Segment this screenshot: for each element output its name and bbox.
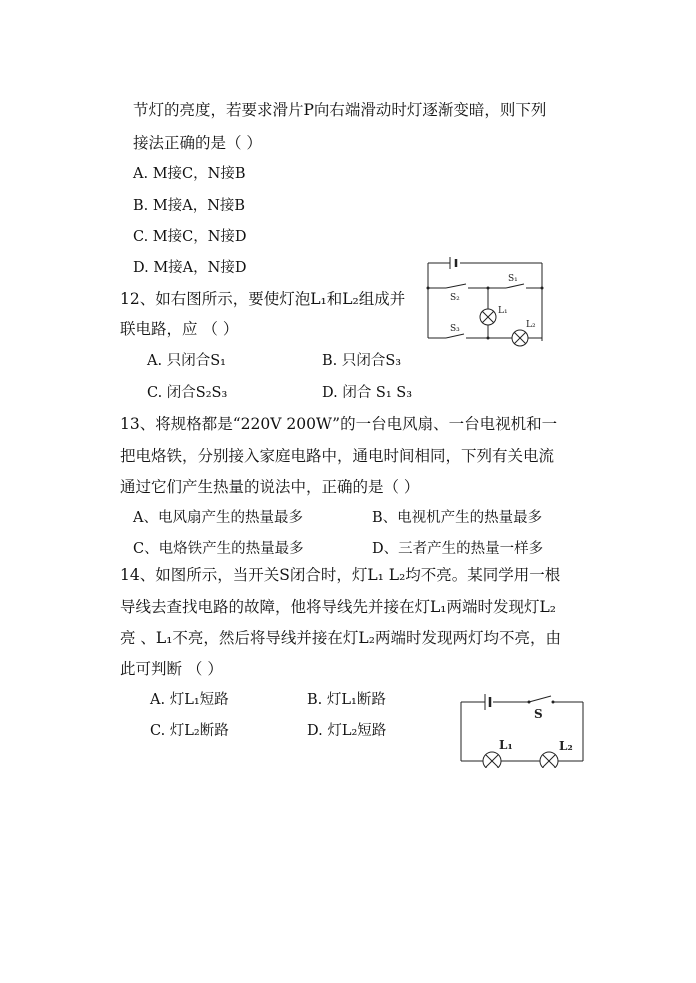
q14-option-a: A. 灯L₁短路 xyxy=(150,692,229,708)
q12-label-s1: S₁ xyxy=(508,274,518,284)
q13-line3: 通过它们产生热量的说法中，正确的是（ ） xyxy=(120,478,420,496)
q11-line1: 节灯的亮度，若要求滑片P向右端滑动时灯逐渐变暗，则下列 xyxy=(133,101,547,119)
q14-option-d: D. 灯L₂短路 xyxy=(307,723,387,739)
q13-option-a: A、电风扇产生的热量最多 xyxy=(133,510,303,526)
q12-circuit-diagram xyxy=(420,255,550,350)
q14-circuit-diagram xyxy=(455,688,590,768)
q12-option-a: A. 只闭合S₁ xyxy=(147,353,226,369)
q12-option-b: B. 只闭合S₃ xyxy=(322,353,402,369)
q13-option-d: D、三者产生的热量一样多 xyxy=(372,541,544,557)
q12-label-s2: S₂ xyxy=(450,293,460,303)
q14-line1: 14、如图所示，当开关S闭合时，灯L₁ L₂均不亮。某同学用一根 xyxy=(120,566,561,584)
q11-option-a: A. M接C，N接B xyxy=(133,166,246,182)
q12-label-l1: L₁ xyxy=(498,306,508,316)
q14-option-b: B. 灯L₁断路 xyxy=(307,692,386,708)
q12-label-l2: L₂ xyxy=(526,320,536,330)
q14-line4: 此可判断 （ ） xyxy=(120,660,223,678)
q13-option-b: B、电视机产生的热量最多 xyxy=(372,510,543,526)
q14-label-l1: L₁ xyxy=(499,738,513,752)
q11-option-d: D. M接A，N接D xyxy=(133,260,247,276)
q11-option-b: B. M接A，N接B xyxy=(133,198,246,214)
q12-line2: 联电路，应 （ ） xyxy=(120,320,239,338)
q14-option-c: C. 灯L₂断路 xyxy=(150,723,229,739)
q12-option-d: D. 闭合 S₁ S₃ xyxy=(322,385,413,401)
q14-line2: 导线去查找电路的故障，他将导线先并接在灯L₁两端时发现灯L₂ xyxy=(120,598,557,616)
q12-line1: 12、如右图所示，要使灯泡L₁和L₂组成并 xyxy=(120,290,406,308)
q11-line2: 接法正确的是（ ） xyxy=(133,134,262,152)
q11-option-c: C. M接C，N接D xyxy=(133,229,247,245)
q12-label-s3: S₃ xyxy=(450,324,460,334)
q12-option-c: C. 闭合S₂S₃ xyxy=(147,385,228,401)
q13-option-c: C、电烙铁产生的热量最多 xyxy=(133,541,304,557)
q14-label-l2: L₂ xyxy=(559,739,573,753)
q14-label-s: S xyxy=(534,707,543,721)
q13-line2: 把电烙铁，分别接入家庭电路中，通电时间相同，下列有关电流 xyxy=(120,447,555,465)
q13-line1: 13、将规格都是“220V 200W”的一台电风扇、一台电视机和一 xyxy=(120,415,558,433)
q14-line3: 亮 、L₁不亮，然后将导线并接在灯L₂两端时发现两灯均不亮，由 xyxy=(120,629,561,647)
